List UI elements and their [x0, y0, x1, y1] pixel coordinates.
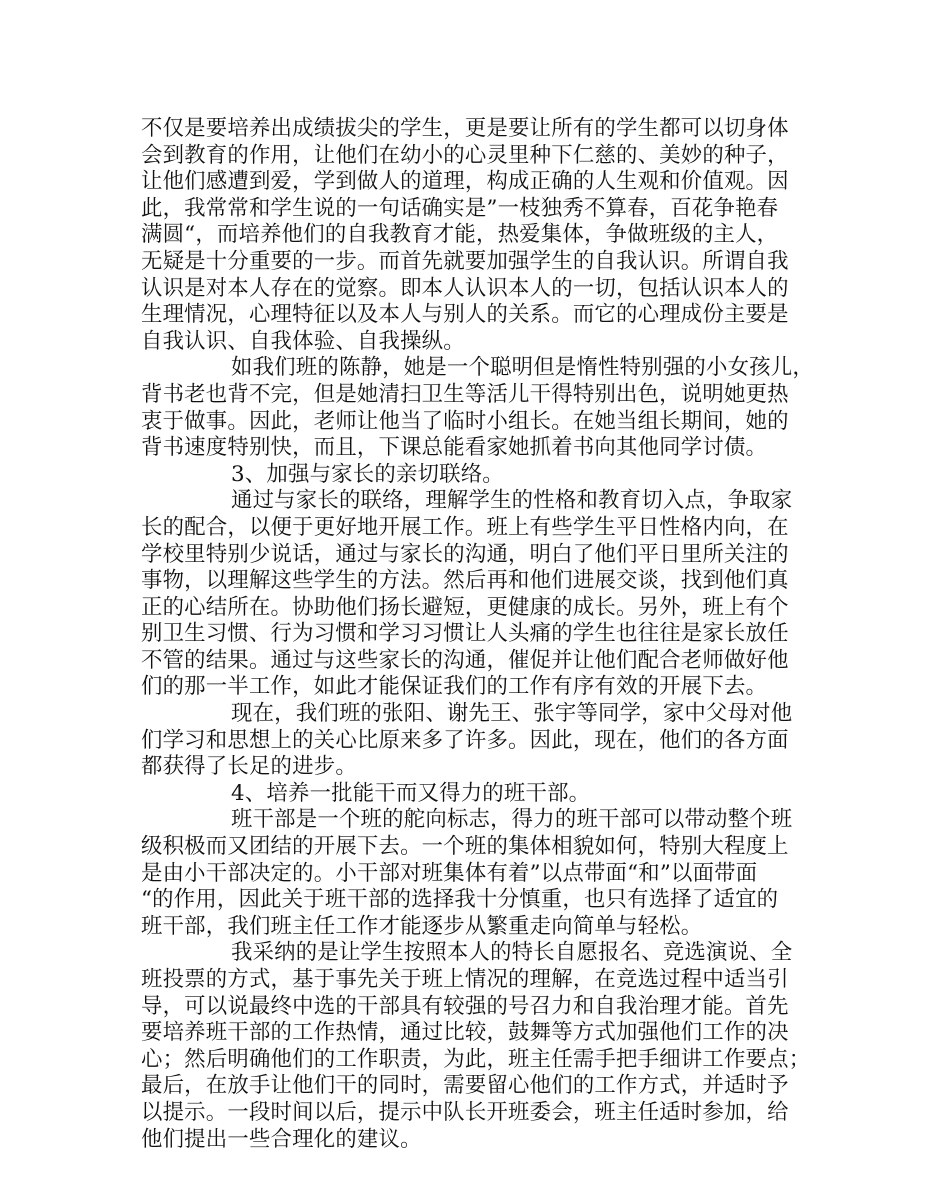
text-line: 衷于做事。因此，老师让他当了临时小组长。在她当组长期间，她的 — [141, 408, 789, 434]
text-line: 满圆“，而培养他们的自我教育才能，热爱集体，争做班级的主人， — [141, 222, 779, 248]
text-line: 背书老也背不完，但是她清扫卫生等活儿干得特别出色，说明她更热 — [141, 381, 789, 407]
text-line: 事物，以理解这些学生的方法。然后再和他们进展交谈，找到他们真 — [141, 568, 789, 594]
text-line: 最后，在放手让他们干的同时，需要留心他们的工作方式，并适时予 — [141, 1073, 789, 1099]
text-line: 通过与家长的联络，理解学生的性格和教育切入点，争取家 — [231, 488, 793, 514]
text-line: 长的配合，以便于更好地开展工作。班上有些学生平日性格内向，在 — [141, 514, 789, 540]
text-line: 级积极而又团结的开展下去。一个班的集体相貌如何，特别大程度上 — [141, 834, 789, 860]
text-line: 他们提出一些合理化的建议。 — [141, 1126, 422, 1152]
text-line: 班干部是一个班的舵向标志，得力的班干部可以带动整个班 — [231, 807, 793, 833]
text-line: 如我们班的陈静，她是一个聪明但是惰性特别强的小女孩儿， — [231, 355, 814, 381]
text-line: “的作用，因此关于班干部的选择我十分慎重，也只有选择了适宜的 — [141, 887, 779, 913]
text-line: 都获得了长足的进步。 — [141, 754, 357, 780]
text-line: 现在，我们班的张阳、谢先王、张宇等同学，家中父母对他 — [231, 701, 793, 727]
text-line: 要培养班干部的工作热情，通过比较，鼓舞等方式加强他们工作的决 — [141, 1020, 789, 1046]
text-line: 4、培养一批能干而又得力的班干部。 — [231, 780, 591, 806]
text-line: 生理情况，心理特征以及本人与别人的关系。而它的心理成份主要是 — [141, 302, 789, 328]
text-line: 不管的结果。通过与这些家长的沟通，催促并让他们配合老师做好他 — [141, 647, 789, 673]
text-line: 班投票的方式，基于事先关于班上情况的理解，在竞选过程中适当引 — [141, 967, 789, 992]
text-line: 正的心结所在。协助他们扬长避短，更健康的成长。另外，班上有个 — [141, 594, 789, 620]
text-line: 让他们感遭到爱，学到做人的道理，构成正确的人生观和价值观。因 — [141, 169, 789, 195]
text-line: 我采纳的是让学生按照本人的特长自愿报名、竞选演说、全 — [231, 940, 793, 966]
text-line: 班干部，我们班主任工作才能逐步从繁重走向简单与轻松。 — [141, 913, 703, 939]
text-line: 学校里特别少说话，通过与家长的沟通，明白了他们平日里所关注的 — [141, 541, 789, 567]
text-line: 认识是对本人存在的觉察。即本人认识本人的一切，包括认识本人的 — [141, 275, 789, 301]
text-line: 会到教育的作用，让他们在幼小的心灵里种下仁慈的、美妙的种子， — [141, 142, 789, 168]
text-line: 导，可以说最终中选的干部具有较强的号召力和自我治理才能。首先 — [141, 993, 789, 1019]
body-text — [141, 116, 821, 1153]
text-line: 们学习和思想上的关心比原来多了许多。因此，现在，他们的各方面 — [141, 727, 789, 753]
text-line: 无疑是十分重要的一步。而首先就要加强学生的自我认识。所谓自我 — [141, 248, 789, 274]
text-line: 此，我常常和学生说的一句话确实是”一枝独秀不算春，百花争艳春 — [141, 195, 779, 221]
text-line: 们的那一半工作，如此才能保证我们的工作有序有效的开展下去。 — [141, 674, 768, 700]
text-line: 背书速度特别快，而且，下课总能看家她抓着书向其他同学讨债。 — [141, 435, 768, 461]
text-line: 是由小干部决定的。小干部对班集体有着”以点带面“和”以面带面 — [141, 860, 758, 886]
text-line: 3、加强与家长的亲切联络。 — [231, 461, 504, 487]
text-line: 不仅是要培养出成绩拔尖的学生，更是要让所有的学生都可以切身体 — [141, 116, 789, 141]
text-line: 以提示。一段时间以后，提示中队长开班委会，班主任适时参加，给 — [141, 1099, 789, 1125]
text-line: 心；然后明确他们的工作职责，为此，班主任需手把手细讲工作要点； — [141, 1046, 811, 1072]
text-line: 自我认识、自我体验、自我操纵。 — [141, 328, 465, 354]
text-line: 别卫生习惯、行为习惯和学习习惯让人头痛的学生也往往是家长放任 — [141, 621, 789, 647]
